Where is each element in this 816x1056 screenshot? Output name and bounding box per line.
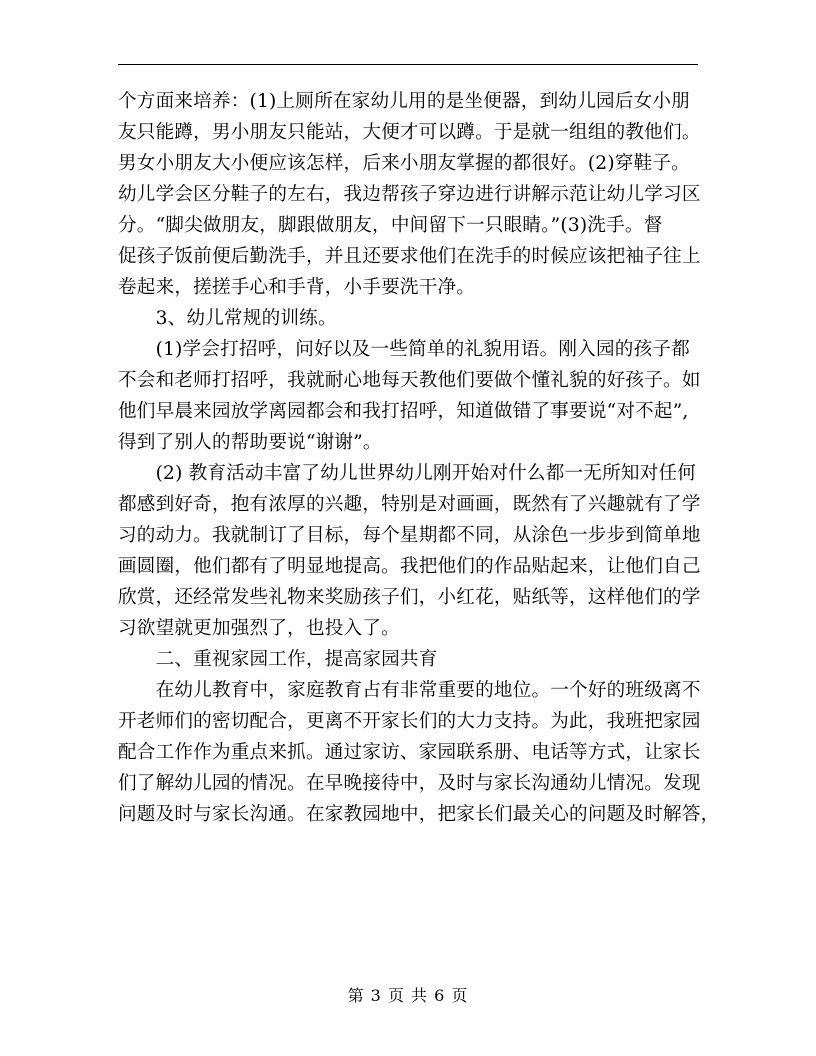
text-line: 个方面来培养：(1)上厕所在家幼儿用的是坐便器，到幼儿园后女小朋 <box>118 91 690 112</box>
text-line: 习的动力。我就制订了目标，每个星期都不同，从涂色一步步到简单地 <box>118 525 701 546</box>
section-heading: 3、幼儿常规的训练。 <box>118 308 337 329</box>
text-line: 得到了别人的帮助要说“谢谢”。 <box>118 432 382 453</box>
text-line: 们了解幼儿园的情况。在早晚接待中，及时与家长沟通幼儿情况。发现 <box>118 773 701 794</box>
text-line: 开老师们的密切配合，更离不开家长们的大力支持。为此，我班把家园 <box>118 711 701 732</box>
text-line: 不会和老师打招呼，我就耐心地每天教他们要做个懂礼貌的好孩子。如 <box>118 370 701 391</box>
text-line: 配合工作作为重点来抓。通过家访、家园联系册、电话等方式，让家长 <box>118 742 701 763</box>
text-line: 男女小朋友大小便应该怎样，后来小朋友掌握的都很好。(2)穿鞋子。 <box>118 153 690 174</box>
text-line: (1)学会打招呼，问好以及一些简单的礼貌用语。刚入园的孩子都 <box>118 339 690 360</box>
text-line: 在幼儿教育中，家庭教育占有非常重要的地位。一个好的班级离不 <box>118 680 701 701</box>
text-line: 分。“脚尖做朋友，脚跟做朋友，中间留下一只眼睛。”(3)洗手。督 <box>118 215 663 236</box>
text-line: (2) 教育活动丰富了幼儿世界幼儿刚开始对什么都一无所知对任何 <box>118 463 697 484</box>
text-line: 他们早晨来园放学离园都会和我打招呼，知道做错了事要说“对不起”, <box>118 401 689 422</box>
text-line: 幼儿学会区分鞋子的左右，我边帮孩子穿边进行讲解示范让幼儿学习区 <box>118 184 701 205</box>
text-line: 欣赏，还经常发些礼物来奖励孩子们，小红花，贴纸等，这样他们的学 <box>118 587 701 608</box>
text-line: 友只能蹲，男小朋友只能站，大便才可以蹲。于是就一组组的教他们。 <box>118 122 701 143</box>
text-line: 习欲望就更加强烈了，也投入了。 <box>118 618 400 639</box>
text-line: 问题及时与家长沟通。在家教园地中，把家长们最关心的问题及时解答， <box>118 804 720 825</box>
document-body <box>118 86 720 830</box>
page-number-footer: 第 3 页 共 6 页 <box>347 986 469 1005</box>
header-rule <box>118 64 698 65</box>
text-line: 画圆圈，他们都有了明显地提高。我把他们的作品贴起来，让他们自己 <box>118 556 701 577</box>
text-line: 促孩子饭前便后勤洗手，并且还要求他们在洗手的时候应该把袖子往上 <box>118 246 701 267</box>
section-heading: 二、重视家园工作，提高家园共育 <box>118 649 438 670</box>
text-line: 卷起来，搓搓手心和手背，小手要洗干净。 <box>118 277 476 298</box>
text-line: 都感到好奇，抱有浓厚的兴趣，特别是对画画，既然有了兴趣就有了学 <box>118 494 701 515</box>
